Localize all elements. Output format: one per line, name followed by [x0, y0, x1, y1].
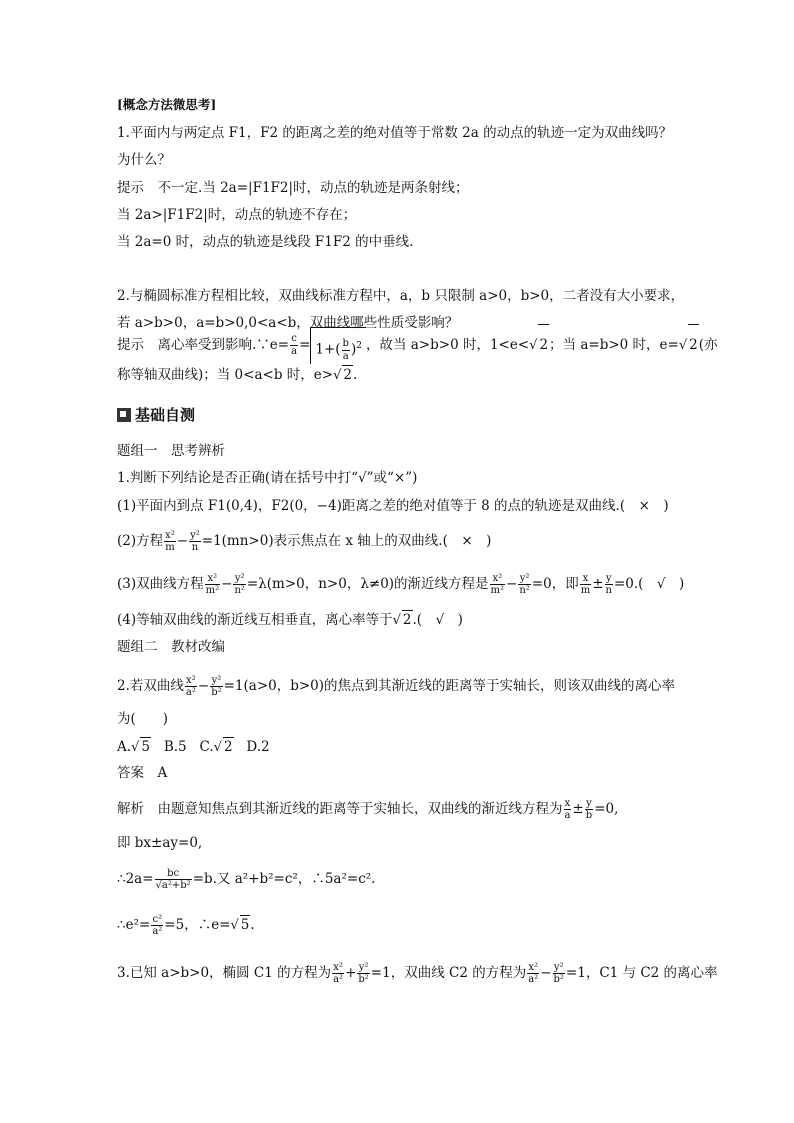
q2-hint: 提示 离心率受到影响.∵e= $\frac{c}{a}$ = 1+( $\frac{b}{a}$ )$^2$ ，故当 a>b>0 时，1<e<√ 2；当 a=b>0 时，e=√ 2(亦 [117, 324, 718, 364]
p2-l4-end: . [250, 917, 255, 933]
option-c-rad: 2 [223, 739, 233, 755]
p1-s4: (4)等轴双曲线的渐近线互相垂直，离心率等于√ 2.( √ ) [117, 612, 463, 628]
p1-s2-pre: (2)方程 [117, 533, 164, 549]
p2-l4-post: =5，∴e= [164, 917, 231, 933]
q2-hint-line2: 称等轴双曲线)；当 0<a<b 时，e>√ 2. [117, 367, 358, 383]
section-title [117, 404, 195, 425]
q1-line1: 1.平面内与两定点 F1，F2 的距离之差的绝对值等于常数 2a 的动点的轨迹一定为双曲线吗？ [117, 125, 673, 141]
sqrt2-a: 2 [538, 324, 549, 365]
p1-s3-mid2: =0，即 [531, 576, 579, 592]
p2-l3: ∴2a= $\frac{bc}{\text{√a²+b²}}$ =b.又 a²+b²=c²，∴5a²=c². [117, 868, 376, 891]
p1-s2-post: =1(mn>0)表示焦点在 x 轴上的双曲线.( × ) [201, 533, 492, 549]
sqrt2-d: 2 [402, 612, 412, 628]
p2-l4: ∴e²= $\frac{\text{c²}}{\text{a²}}$ =5，∴e=√ 5. [117, 914, 255, 937]
p1-s3-mid: =λ(m>0，n>0，λ≠0)的渐近线方程是 [246, 576, 489, 592]
big-sqrt-expr: 1+( $\frac{b}{a}$ )$^2$ [310, 327, 366, 364]
p3-pre: 3.已知 a>b>0，椭圆 C1 的方程为 [117, 965, 332, 981]
p3-stem: 3.已知 a>b>0，椭圆 C1 的方程为 $\frac{\text{x²}}{\text{a²}}$ + $\frac{\text{y²}}{\text{b²}}$ =1，双曲线 C2 的方程为 $\frac{\text{x²}}{\text{a²}}$ − $\frac{\text{y²}}{\text{b²}}$ =1，C1 与 C2 的离心率 [117, 962, 718, 985]
p3-mid: =1，双曲线 C2 的方程为 [370, 965, 527, 981]
group2-title: 题组二 教材改编 [117, 639, 225, 655]
p1-s4-pre: (4)等轴双曲线的渐近线互相垂直，离心率等于 [117, 612, 393, 628]
option-b: B.5 [163, 739, 187, 755]
option-c: C. [199, 739, 214, 755]
p2-stem: 2.若双曲线 $\frac{\text{x²}}{\text{a²}}$ − $\frac{\text{y²}}{\text{b²}}$ =1(a>0，b>0)的焦点到其渐近线的距离等于实轴长，则该双曲线的离心率 [117, 675, 676, 698]
section-title-text: 基础自测 [135, 406, 196, 424]
section-square-icon [117, 408, 131, 422]
q2-hint-end: (亦 [698, 337, 718, 353]
p2-analysis-pre: 解析 由题意知焦点到其渐近线的距离等于实轴长，双曲线的渐近线方程为 [117, 801, 563, 817]
p2-analysis: 解析 由题意知焦点到其渐近线的距离等于实轴长，双曲线的渐近线方程为 $\frac{x}{a}$ ± $\frac{y}{b}$ =0, [117, 798, 619, 821]
p1-s3-pre: (3)双曲线方程 [117, 576, 204, 592]
p1-s1: (1)平面内到点 F1(0,4)，F2(0，−4)距离之差的绝对值等于 8 的点的轨迹是双曲线.( × ) [117, 498, 669, 514]
q1-hint2: 当 2a>|F1F2|时，动点的轨迹不存在； [117, 207, 357, 223]
p2-stem2: 为( ) [117, 711, 169, 727]
p2-l3-pre: ∴2a= [117, 871, 154, 887]
p1-s2: (2)方程 $\frac{\text{x²}}{m}$ − $\frac{\text{y²}}{n}$ =1(mn>0)表示焦点在 x 轴上的双曲线.( × ) [117, 530, 492, 553]
q2-dot: . [352, 367, 358, 383]
p1-stem: 1.判断下列结论是否正确(请在括号中打“√”或“×”) [117, 470, 418, 486]
q1-hint1: 提示 不一定.当 2a=|F1F2|时，动点的轨迹是两条射线； [117, 180, 469, 196]
p2-l4-pre: ∴e²= [117, 917, 151, 933]
p2-options: A.√ 5 B.5 C.√ 2 D.2 [117, 739, 270, 755]
q2-hint-mid2: ；当 a=b>0 时，e= [549, 337, 679, 353]
group1-title: 题组一 思考辨析 [117, 443, 225, 459]
option-a: A. [117, 739, 132, 755]
section-header: [概念方法微思考] [117, 97, 217, 112]
p2-l4-rad: 5 [240, 917, 250, 933]
option-a-rad: 5 [141, 739, 150, 755]
p3-post: =1，C1 与 C2 的离心率 [565, 965, 718, 981]
sqrt2-b: 2 [688, 324, 699, 365]
p2-analysis-post: =0, [594, 801, 619, 817]
p2-answer: 答案 A [117, 765, 168, 781]
p2-stem-post: =1(a>0，b>0)的焦点到其渐近线的距离等于实轴长，则该双曲线的离心率 [223, 678, 676, 694]
q2-hint-prefix: 提示 离心率受到影响.∵e= [117, 337, 290, 353]
q2-hint-mid: ，故当 a>b>0 时，1<e< [365, 337, 530, 353]
q2-hint-line2-text: 称等轴双曲线)；当 0<a<b 时，e> [117, 367, 334, 383]
q1-hint3: 当 2a=0 时，动点的轨迹是线段 F1F2 的中垂线. [117, 234, 414, 250]
p1-s4-post: .( √ ) [412, 612, 463, 628]
p2-l2: 即 bx±ay=0, [117, 835, 203, 851]
p1-s3-post: =0.( √ ) [613, 576, 685, 592]
option-d: D.2 [246, 739, 270, 755]
frac-c-over-a: $\frac{c}{a}$ [291, 333, 298, 357]
p1-s3: (3)双曲线方程 $\frac{\text{x²}}{\text{m²}}$ − $\frac{\text{y²}}{\text{n²}}$ =λ(m>0，n>0，λ≠0)的渐近线方程是 $\frac{\text{x²}}{\text{m²}}$ − $\frac{\text{y²}}{\text{n²}}$ =0，即 $\frac{x}{m}$ ± $\frac{y}{n}$ =0.( √ ) [117, 573, 685, 596]
q2-line2: 若 a>b>0，a=b>0,0<a<b，双曲线哪些性质受影响？ [117, 315, 459, 331]
q1-line2: 为什么？ [117, 152, 171, 168]
p2-stem-pre: 2.若双曲线 [117, 678, 184, 694]
q2-line1: 2.与椭圆标准方程相比较，双曲线标准方程中，a，b 只限制 a>0，b>0，二者没有大小要求， [117, 288, 685, 304]
sqrt2-c: 2 [343, 367, 352, 383]
p2-l3-post: =b.又 a²+b²=c²，∴5a²=c². [192, 871, 376, 887]
